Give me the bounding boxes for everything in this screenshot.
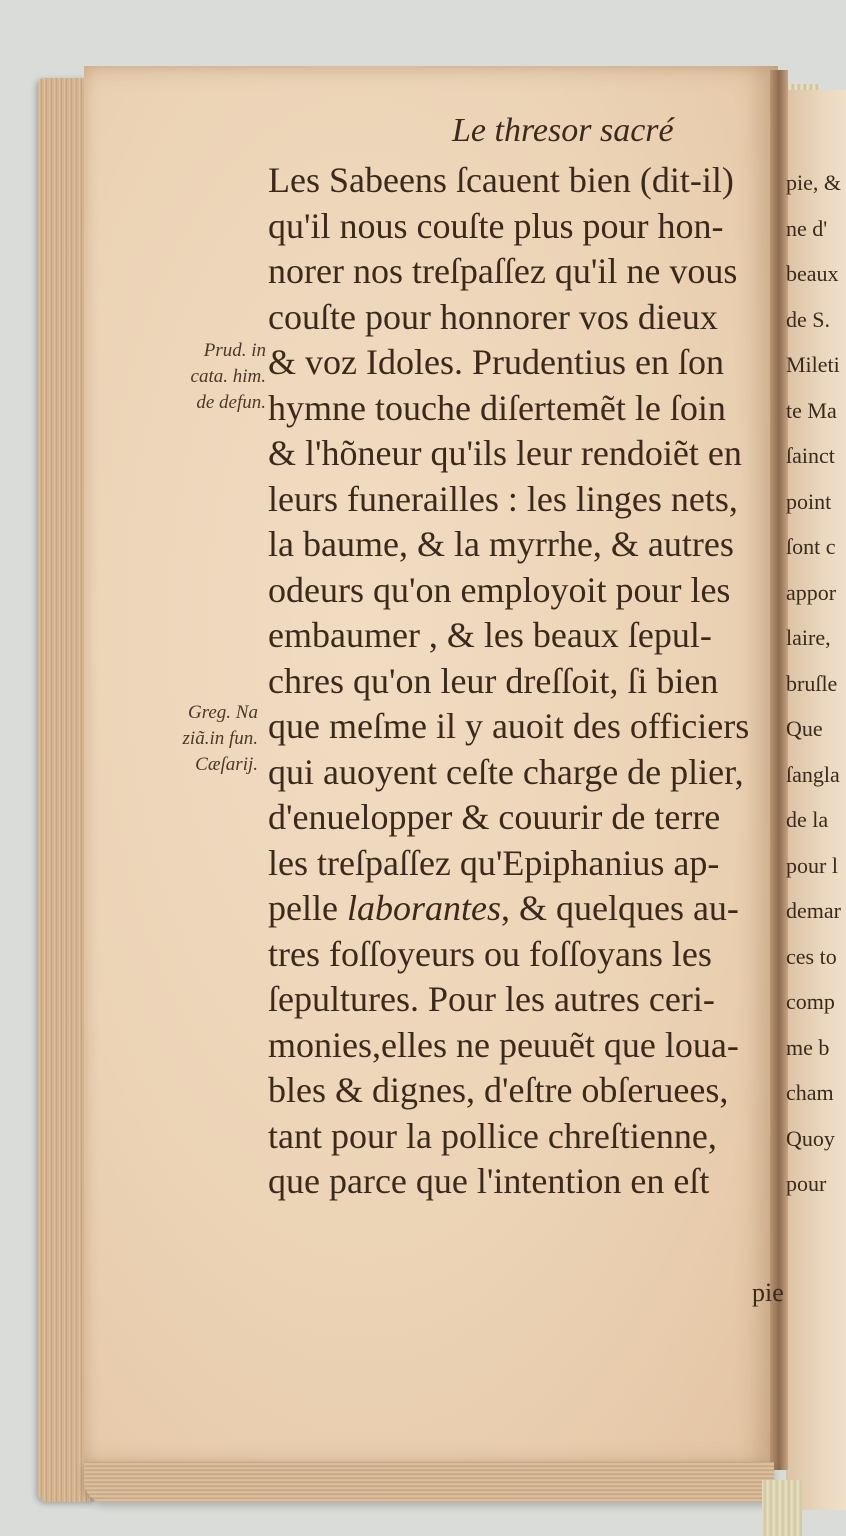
text-segment: , & quelques au-: [500, 888, 739, 928]
text-line: tres foſſoyeurs ou foſſoyans les: [268, 933, 712, 974]
text-line: que meſme il y auoit des officiers: [268, 706, 750, 746]
facing-page-text: [786, 160, 841, 1207]
facing-line: Quoy: [786, 1125, 835, 1151]
facing-line: pour: [786, 1171, 827, 1196]
facing-line: bruſle: [786, 670, 838, 696]
ribbon-bottom: [762, 1480, 802, 1536]
text-line: & voz Idoles. Prudentius en ſon: [268, 342, 724, 382]
text-line: tant pour la pollice chreſtienne,: [268, 1115, 717, 1156]
text-line: [268, 886, 780, 932]
facing-line: de S.: [786, 306, 830, 332]
facing-line: ne d': [786, 215, 828, 241]
facing-line: me b: [786, 1034, 830, 1060]
facing-line: beaux: [786, 261, 839, 286]
running-head: Le thresor sacré: [452, 112, 674, 149]
facing-line: comp: [786, 989, 835, 1014]
text-line: monies,elles ne peuuẽt que loua-: [268, 1024, 739, 1065]
facing-line: cham: [786, 1080, 834, 1105]
margin-note: [120, 338, 266, 416]
text-line: hymne touche diſertemẽt le ſoin: [268, 387, 726, 428]
text-line: & l'hõneur qu'ils leur rendoiẽt en: [268, 433, 742, 473]
facing-line: Que: [786, 716, 823, 741]
margin-note: [120, 700, 258, 778]
text-line: qui auoyent ceſte charge de plier,: [268, 751, 744, 792]
facing-line: pie, &: [786, 170, 841, 195]
catchword: pie: [752, 1278, 784, 1307]
text-line: Les Sabeens ſcauent bien (dit-il): [268, 160, 734, 200]
margin-note-line: Prud. in: [203, 340, 266, 361]
body-text: [268, 158, 780, 1205]
bottom-edge: [84, 1462, 774, 1502]
text-line: chres qu'on leur dreſſoit, ſi bien: [268, 660, 719, 701]
text-line: odeurs qu'on employoit pour les: [268, 569, 731, 610]
text-line: leurs funerailles : les linges nets,: [268, 478, 738, 519]
facing-line: demar: [786, 898, 841, 923]
text-segment: pelle: [268, 888, 347, 928]
text-line: bles & dignes, d'eſtre obſeruees,: [268, 1070, 729, 1110]
facing-line: ſangla: [786, 761, 840, 787]
margin-note-line: Cæſarij.: [195, 754, 258, 775]
text-line: les treſpaſſez qu'Epiphanius ap-: [268, 842, 720, 883]
facing-line: laire,: [786, 625, 831, 650]
facing-line: Mileti: [786, 352, 840, 377]
facing-line: appor: [786, 579, 837, 605]
text-line: que parce que l'intention en eſt: [268, 1161, 710, 1201]
facing-line: ſont c: [786, 534, 836, 559]
text-line: couſte pour honnorer vos dieux: [268, 296, 718, 337]
text-line: ſepultures. Pour les autres ceri-: [268, 979, 715, 1019]
italic-term: laborantes: [346, 888, 501, 928]
text-line: norer nos treſpaſſez qu'il ne vous: [268, 251, 738, 291]
text-line: qu'il nous couſte plus pour hon-: [268, 205, 724, 246]
facing-line: point: [786, 488, 832, 514]
facing-line: pour l: [786, 852, 838, 878]
margin-note-line: de defun.: [196, 392, 266, 413]
margin-note-line: ziã.in fun.: [182, 728, 258, 749]
text-line: d'enuelopper & couurir de terre: [268, 797, 721, 837]
facing-line: ſainct: [786, 443, 835, 468]
facing-line: de la: [786, 807, 829, 832]
facing-line: ces to: [786, 943, 837, 969]
margin-note-line: cata. him.: [190, 366, 266, 387]
facing-line: te Ma: [786, 397, 837, 423]
text-line: la baume, & la myrrhe, & autres: [268, 524, 734, 564]
margin-note-line: Greg. Na: [187, 702, 258, 723]
text-line: embaumer , & les beaux ſepul-: [268, 615, 712, 655]
